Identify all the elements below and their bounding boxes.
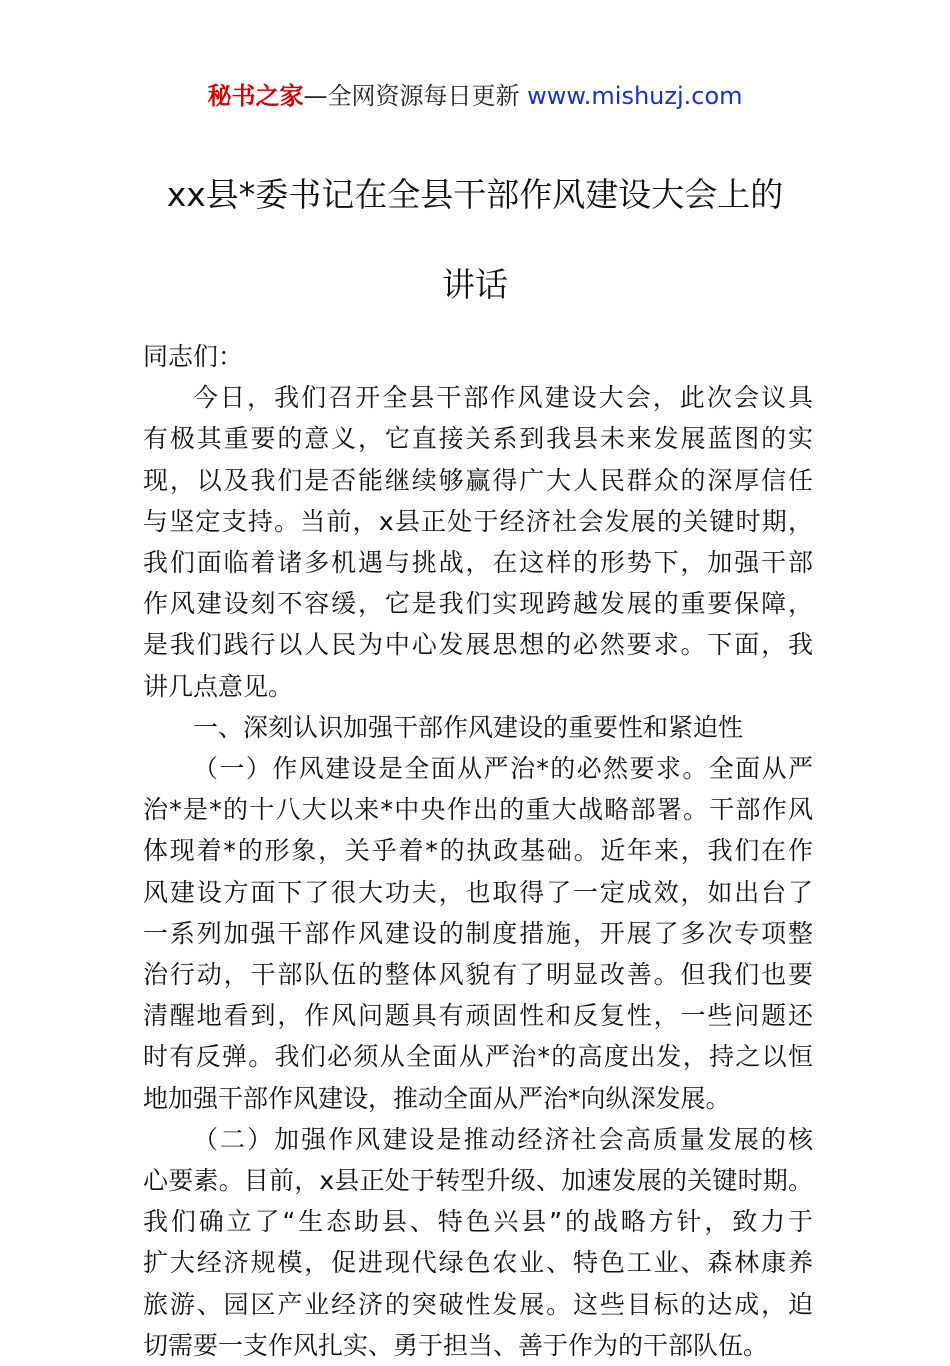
document-body xyxy=(143,336,813,1366)
title-line-1: xx县*委书记在全县干部作风建设大会上的 xyxy=(166,175,784,214)
paragraph-intro xyxy=(143,377,813,707)
paragraph-line: 现，以及我们是否能继续够赢得广大人民群众的深厚信任 xyxy=(143,465,813,495)
site-header xyxy=(0,78,950,114)
paragraph-line: （二）加强作风建设是推动经济社会高质量发展的核 xyxy=(193,1124,813,1154)
paragraph-line: 治行动，干部队伍的整体风貌有了明显改善。但我们也要 xyxy=(143,960,813,990)
section-heading-text: 一、深刻认识加强干部作风建设的重要性和紧迫性 xyxy=(193,712,744,742)
paragraph-line: 切需要一支作风扎实、勇于担当、善于作为的干部队伍。 xyxy=(143,1330,769,1360)
paragraph-line: 作风建设刻不容缓，它是我们实现跨越发展的重要保障， xyxy=(143,589,813,619)
paragraph-line: 我们面临着诸多机遇与挑战，在这样的形势下，加强干部 xyxy=(143,548,813,578)
paragraph-line: 地加强干部作风建设，推动全面从严治*向纵深发展。 xyxy=(143,1083,731,1113)
salutation-text: 同志们： xyxy=(143,342,244,371)
section-heading xyxy=(143,707,813,748)
paragraph-point-2 xyxy=(143,1119,813,1366)
brand-name: 秘书之家 xyxy=(207,82,304,110)
paragraph-line: 我们确立了“生态助县、特色兴县”的战略方针，致力于 xyxy=(143,1207,813,1237)
paragraph-line: 有极其重要的意义，它直接关系到我县未来发展蓝图的实 xyxy=(143,424,813,454)
paragraph-line: 讲几点意见。 xyxy=(143,671,294,701)
paragraph-line: 体现着*的形象，关乎着*的执政基础。近年来，我们在作 xyxy=(143,836,813,866)
paragraph-line: 风建设方面下了很大功夫，也取得了一定成效，如出台了 xyxy=(143,877,813,907)
paragraph-line: 今日，我们召开全县干部作风建设大会，此次会议具 xyxy=(193,383,813,413)
paragraph-line: 心要素。目前，x县正处于转型升级、加速发展的关键时期。 xyxy=(143,1166,813,1196)
paragraph-line: 一系列加强干部作风建设的制度措施，开展了多次专项整 xyxy=(143,918,813,948)
salutation xyxy=(143,336,813,377)
paragraph-line: 清醒地看到，作风问题具有顽固性和反复性，一些问题还 xyxy=(143,1001,813,1031)
paragraph-line: （一）作风建设是全面从严治*的必然要求。全面从严 xyxy=(193,754,813,784)
paragraph-line: 治*是*的十八大以来*中央作出的重大战略部署。干部作风 xyxy=(143,795,813,825)
document-title xyxy=(100,150,850,330)
paragraph-line: 与坚定支持。当前，x县正处于经济社会发展的关键时期， xyxy=(143,506,813,536)
paragraph-line: 时有反弹。我们必须从全面从严治*的高度出发，持之以恒 xyxy=(143,1042,813,1072)
header-tagline: —全网资源每日更新 xyxy=(303,82,528,110)
paragraph-line: 旅游、园区产业经济的突破性发展。这些目标的达成，迫 xyxy=(143,1289,813,1319)
paragraph-line: 是我们践行以人民为中心发展思想的必然要求。下面，我 xyxy=(143,630,813,660)
site-url[interactable]: www.mishuzj.com xyxy=(527,82,743,110)
paragraph-point-1 xyxy=(143,748,813,1119)
paragraph-line: 扩大经济规模，促进现代绿色农业、特色工业、森林康养 xyxy=(143,1248,813,1278)
title-line-2: 讲话 xyxy=(442,265,508,304)
